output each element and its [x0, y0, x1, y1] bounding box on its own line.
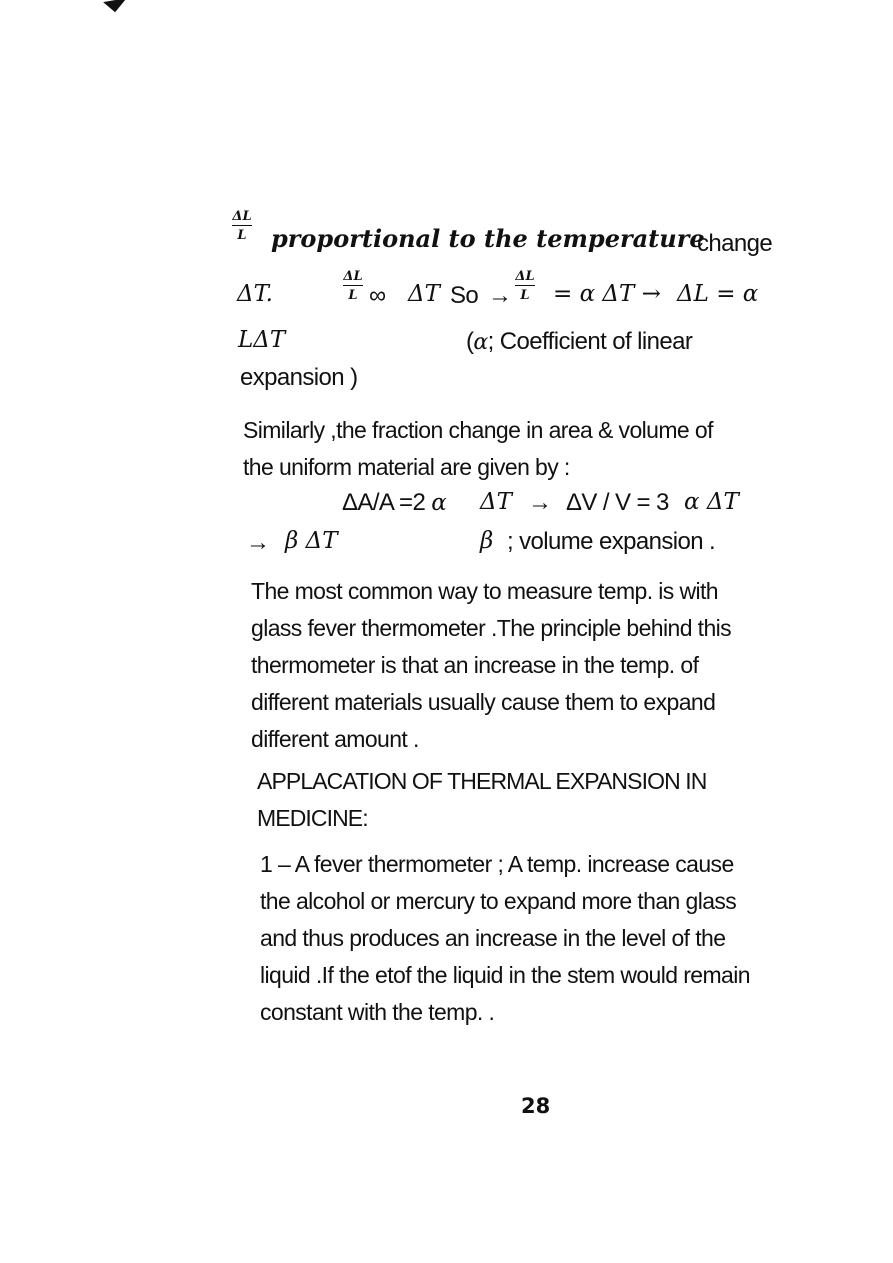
thermometer-paragraph: [251, 573, 731, 758]
text-line: the alcohol or mercury to expand more than glass: [260, 888, 737, 914]
area-fraction: ΔA/A =2: [342, 489, 432, 516]
fraction-delta-l-over-l-2: [343, 270, 363, 302]
heading-line: APPLACATION OF THERMAL EXPANSION IN: [257, 768, 707, 794]
text-line: different amount .: [251, 726, 419, 752]
fever-thermometer-item: [260, 846, 750, 1031]
fraction-bar: [515, 285, 535, 286]
fraction-denominator: L: [520, 288, 530, 303]
text-line: liquid .If the etof the liquid in the stem would remain: [260, 962, 750, 988]
section-heading: [257, 763, 706, 837]
text-line: Similarly ,the fraction change in area & volume of: [243, 417, 713, 443]
beta-delta-t: β ΔT: [285, 528, 338, 554]
alpha-symbol: α: [431, 490, 447, 516]
arrow-symbol: →: [488, 282, 512, 309]
page-number: 28: [521, 1094, 551, 1118]
l-delta-t: LΔT: [238, 327, 286, 353]
equation-delta-l: ΔL = α: [677, 281, 759, 307]
alpha-delta-t: α ΔT: [684, 489, 739, 515]
text-line: 1 – A fever thermometer ; A temp. increase cause: [260, 851, 734, 877]
text-line: thermometer is that an increase in the temp. of: [251, 652, 699, 678]
equation-alpha-delta-t: = α ΔT →: [553, 281, 661, 307]
delta-t-symbol-3: ΔT: [480, 489, 512, 515]
similarly-paragraph: [243, 412, 713, 486]
coefficient-note: [466, 330, 692, 354]
text-line: different materials usually cause them to expand: [251, 689, 716, 715]
fraction-denominator: L: [348, 288, 358, 303]
text-line: glass fever thermometer .The principle behind this: [251, 615, 732, 641]
text-line: the uniform material are given by :: [243, 454, 570, 480]
text-line: constant with the temp. .: [260, 999, 495, 1025]
delta-t-symbol: ΔT.: [237, 281, 273, 307]
proportional-phrase: proportional to the temperature: [271, 224, 705, 253]
fraction-delta-l-over-l-3: [515, 270, 535, 302]
fraction-numerator: ΔL: [515, 269, 535, 284]
expansion-close: expansion ): [240, 364, 358, 391]
heading-line: MEDICINE:: [257, 805, 368, 831]
fraction-bar: [232, 225, 252, 226]
fraction-numerator: ΔL: [232, 209, 252, 224]
coefficient-label: ; Coefficient of linear: [487, 328, 693, 355]
beta-symbol: β: [480, 528, 494, 554]
volume-expansion-label: ; volume expansion .: [507, 528, 716, 555]
text-line: and thus produces an increase in the level of the: [260, 925, 726, 951]
open-paren: (: [466, 328, 474, 355]
arrow-symbol-2: →: [528, 489, 552, 516]
fraction-denominator: L: [237, 228, 247, 243]
fraction-bar: [343, 285, 363, 286]
delta-t-symbol-2: ΔT: [408, 281, 440, 307]
proportional-symbol: ∞: [369, 282, 386, 309]
fraction-delta-l-over-l: [232, 210, 252, 242]
volume-fraction: ΔV / V = 3: [566, 489, 669, 516]
arrow-symbol-3: →: [246, 529, 270, 556]
area-volume-formula: [342, 491, 446, 515]
alpha-symbol: α: [473, 330, 488, 355]
change-word: change: [697, 230, 773, 257]
text-line: The most common way to measure temp. is with: [251, 578, 718, 604]
fraction-numerator: ΔL: [343, 269, 363, 284]
so-word: So: [450, 282, 479, 309]
scan-corner-mark: [103, 0, 129, 14]
